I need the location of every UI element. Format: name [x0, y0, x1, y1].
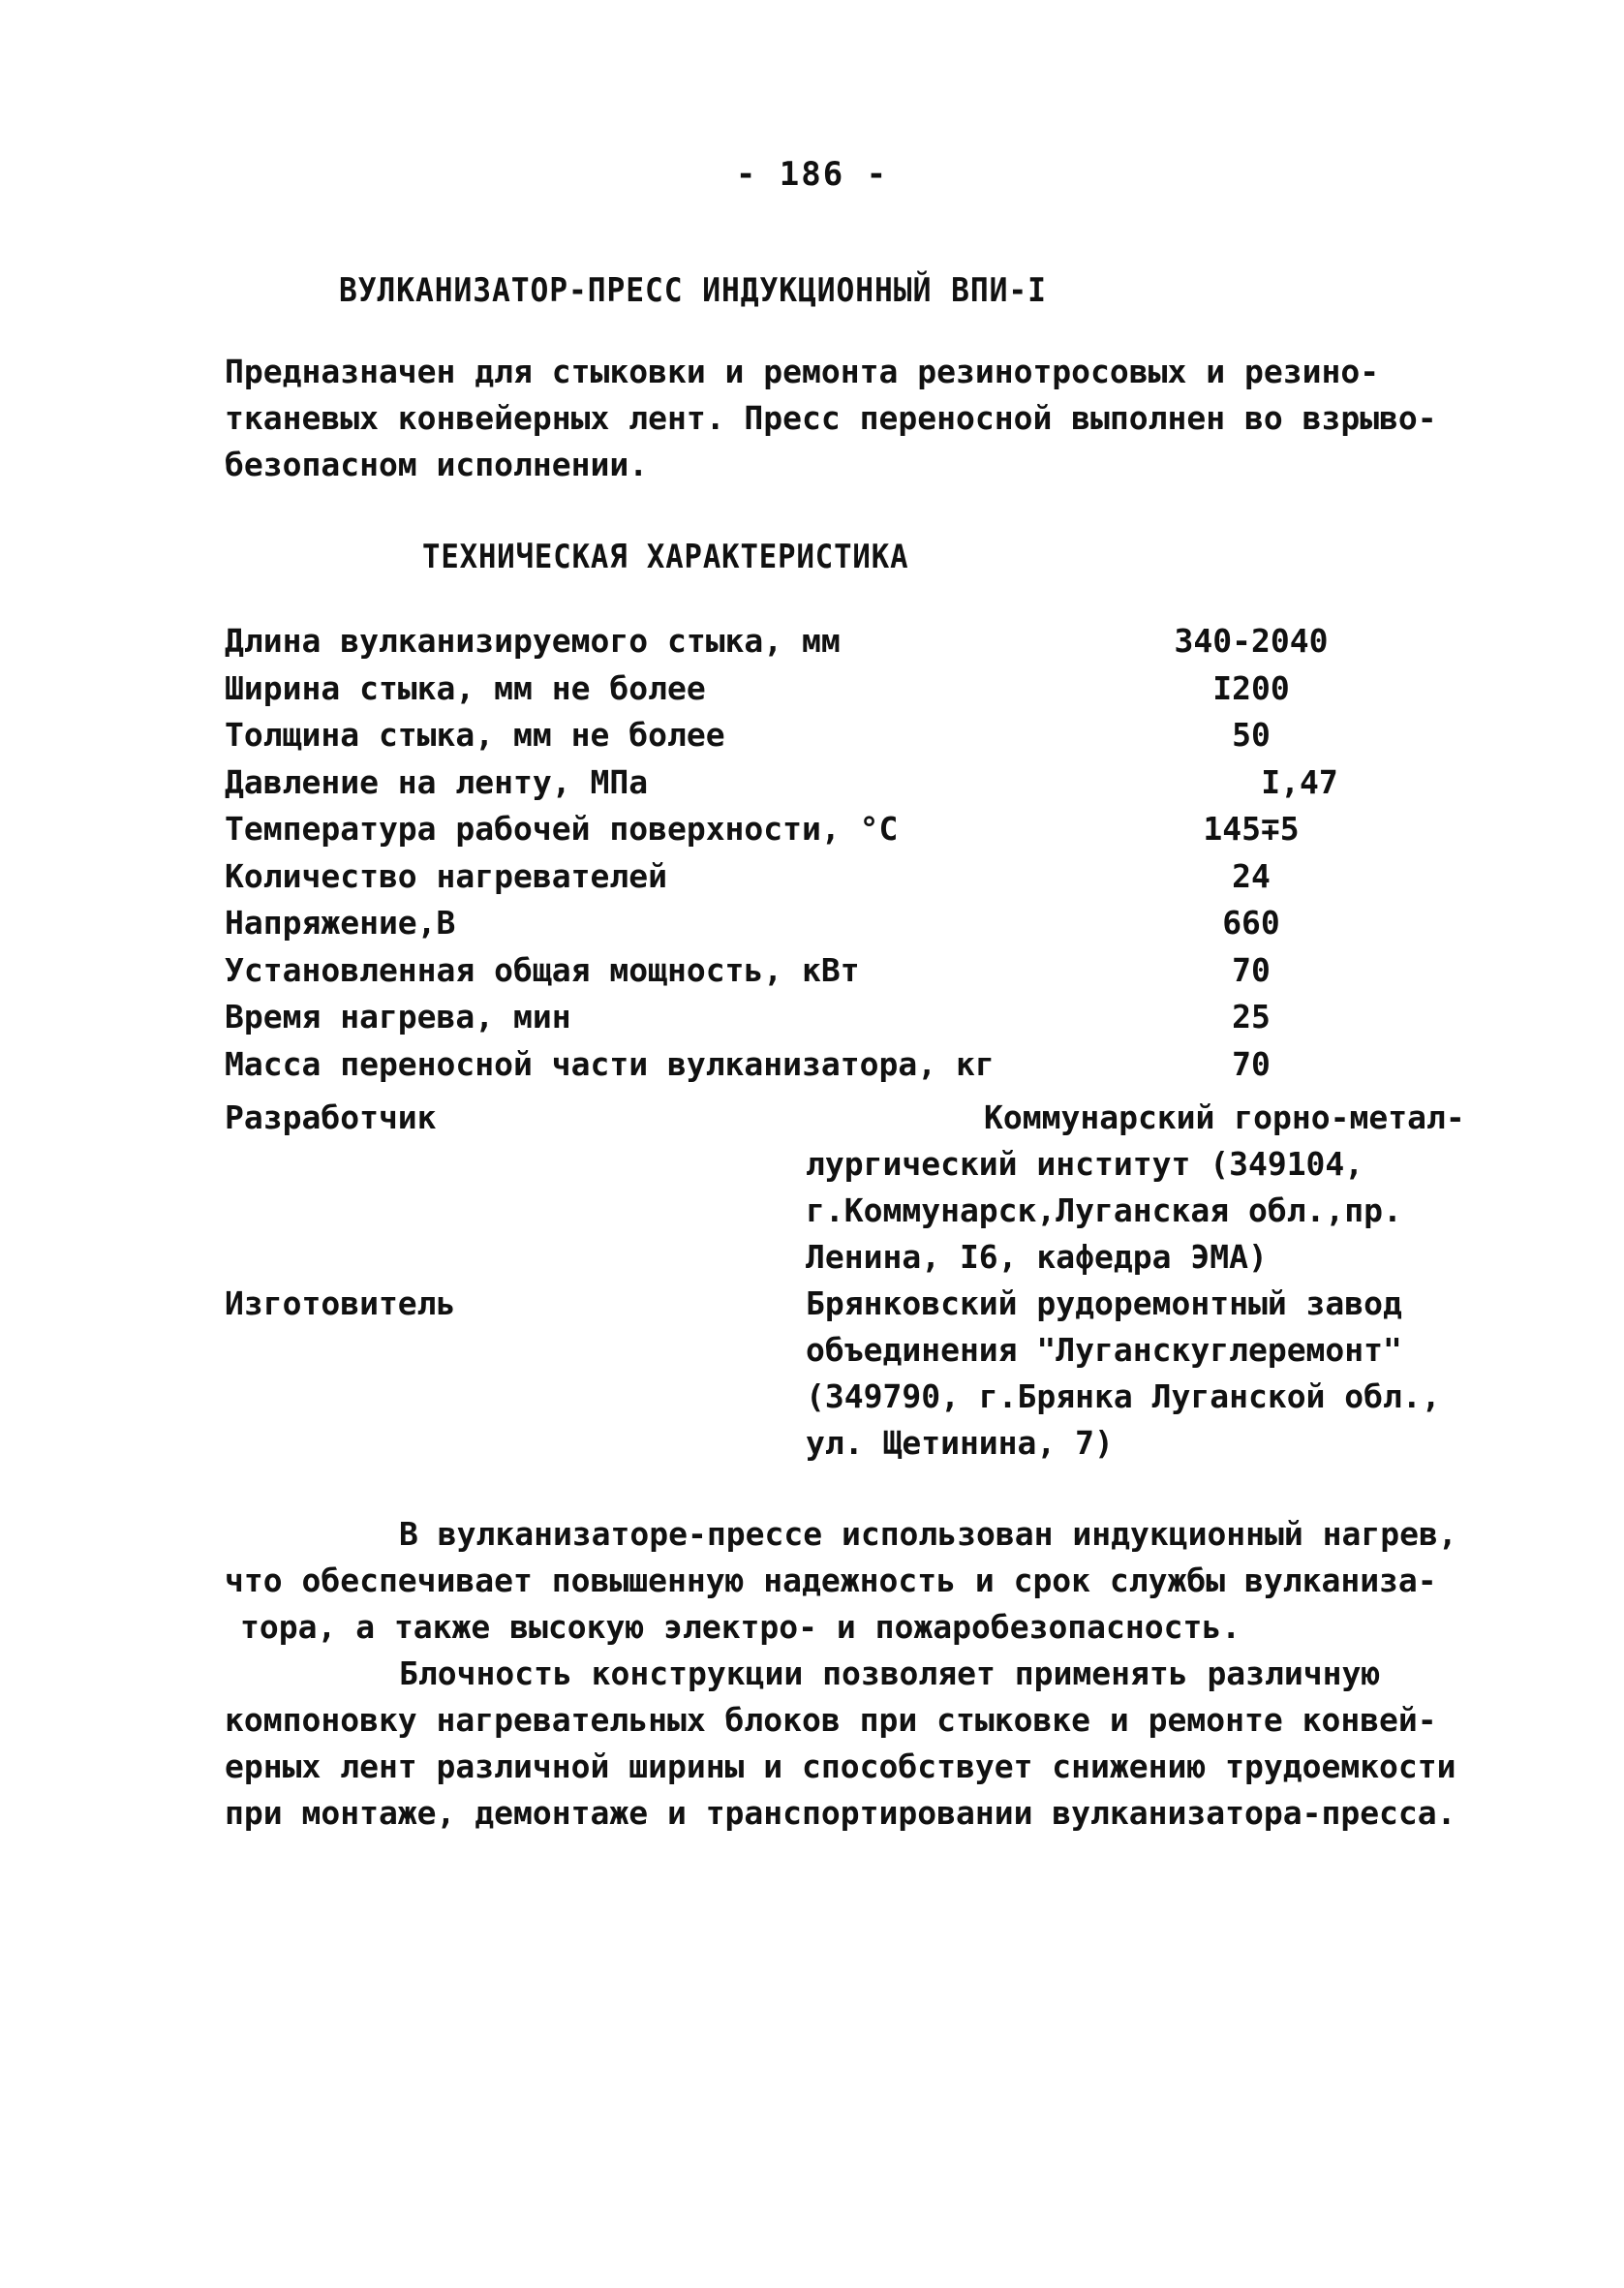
body-line: тора, а также высокую электро- и пожаробезопасность.: [240, 1608, 1241, 1646]
manufacturer-line: (349790, г.Брянка Луганской обл.,: [806, 1377, 1441, 1415]
body-line: Блочность конструкции позволяет применять различную: [399, 1654, 1381, 1692]
spec-value: 50: [1232, 716, 1271, 754]
spec-value: 70: [1232, 1044, 1271, 1083]
manufacturer-line: объединения "Луганскуглеремонт": [806, 1331, 1402, 1369]
spec-value: 24: [1232, 856, 1271, 895]
developer-block: [225, 1095, 1484, 1288]
spec-value: 25: [1232, 998, 1271, 1036]
spec-row: [225, 900, 1484, 947]
body-line: ерных лент различной ширины и способствует снижению трудоемкости: [225, 1747, 1456, 1785]
developer-line: Коммунарский горно-метал-: [984, 1098, 1465, 1136]
spec-label: Напряжение,В: [225, 904, 456, 942]
intro-line: безопасном исполнении.: [225, 446, 649, 483]
intro-paragraph: [225, 349, 1437, 488]
spec-row: [225, 947, 1484, 995]
spec-row: [225, 665, 1484, 713]
manufacturer-label: Изготовитель: [225, 1284, 456, 1322]
spec-row: [225, 759, 1484, 807]
intro-line: Предназначен для стыковки и ремонта резинотросовых и резино-: [225, 353, 1380, 390]
spec-row: [225, 1041, 1484, 1089]
spec-row: [225, 994, 1484, 1041]
spec-value: 660: [1222, 904, 1280, 942]
spec-label: Давление на ленту, МПа: [225, 762, 649, 801]
spec-row: [225, 853, 1484, 901]
developer-line: г.Коммунарск,Луганская обл.,пр.: [806, 1191, 1402, 1229]
page-number: - 186 -: [735, 155, 889, 194]
intro-line: тканевых конвейерных лент. Пресс переносной выполнен во взрыво-: [225, 399, 1437, 437]
spec-value: 340-2040: [1174, 622, 1329, 660]
spec-row: [225, 806, 1484, 853]
manufacturer-address: [806, 1281, 1484, 1467]
developer-line: лургический институт (349104,: [806, 1145, 1364, 1183]
spec-row: [225, 618, 1484, 665]
spec-value: I200: [1212, 668, 1290, 707]
spec-label: Время нагрева, мин: [225, 998, 571, 1036]
spec-label: Температура рабочей поверхности, °С: [225, 810, 899, 848]
spec-table: [225, 618, 1484, 1088]
body-line: В вулканизаторе-прессе использован индукционный нагрев,: [399, 1515, 1457, 1553]
manufacturer-block: [225, 1281, 1484, 1474]
spec-label: Ширина стыка, мм не более: [225, 668, 706, 707]
spec-label: Масса переносной части вулканизатора, кг: [225, 1044, 995, 1083]
spec-value: 70: [1232, 950, 1271, 989]
spec-label: Установленная общая мощность, кВт: [225, 950, 860, 989]
spec-value: I,47: [1261, 762, 1338, 801]
spec-value: 145∓5: [1203, 810, 1300, 848]
spec-row: [225, 712, 1484, 759]
spec-label: Толщина стыка, мм не более: [225, 716, 725, 754]
manufacturer-line: Брянковский рудоремонтный завод: [806, 1284, 1402, 1322]
body-paragraphs: [225, 1511, 1484, 1837]
body-line: при монтаже, демонтаже и транспортировании вулканизатора-пресса.: [225, 1794, 1456, 1832]
developer-label: Разработчик: [225, 1098, 437, 1136]
spec-label: Количество нагревателей: [225, 856, 667, 895]
manufacturer-line: ул. Щетинина, 7): [806, 1424, 1114, 1462]
document-title: ВУЛКАНИЗАТОР-ПРЕСС ИНДУКЦИОННЫЙ ВПИ-I: [339, 271, 1047, 310]
developer-line: Ленина, I6, кафедра ЭМА): [806, 1238, 1268, 1276]
body-line: что обеспечивает повышенную надежность и срок службы вулканиза-: [225, 1561, 1437, 1599]
developer-address: [407, 1095, 1491, 1281]
section-title: ТЕХНИЧЕСКАЯ ХАРАКТЕРИСТИКА: [422, 538, 909, 576]
spec-label: Длина вулканизируемого стыка, мм: [225, 622, 841, 660]
body-line: компоновку нагревательных блоков при стыковке и ремонте конвей-: [225, 1701, 1437, 1739]
